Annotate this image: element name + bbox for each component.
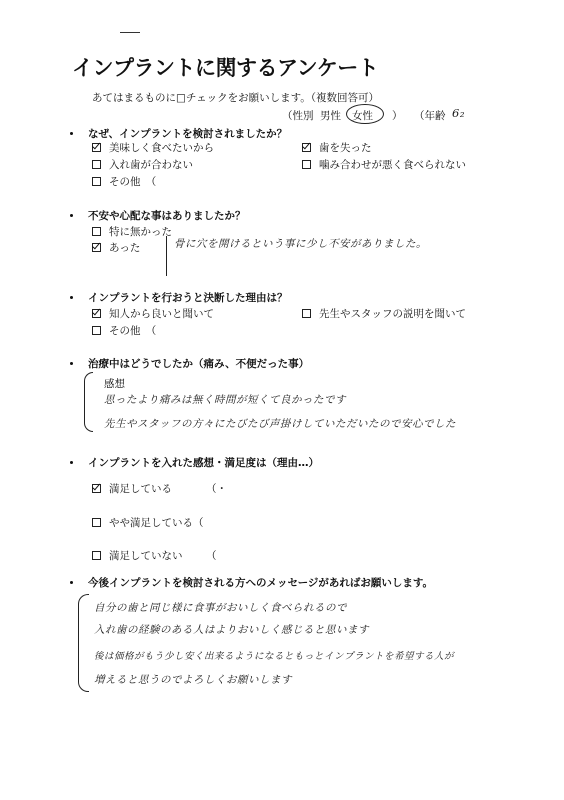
checkbox[interactable] (92, 160, 101, 169)
q5-question: インプラントを入れた感想・満足度は（理由…） (88, 457, 319, 469)
checkbox[interactable] (92, 177, 101, 186)
q6-handwritten-line[interactable]: 自分の歯と同じ様に食事がおいしく食べられるので (94, 602, 347, 614)
option-label: その他 （ (109, 176, 157, 188)
q2-option-none[interactable] (92, 224, 172, 239)
q6-handwritten-line[interactable]: 増えると思うのでよろしくお願いします (94, 674, 292, 686)
q1-option-denture[interactable] (92, 157, 193, 172)
q2-option-yes[interactable] (92, 240, 140, 255)
option-label: 歯を失った (319, 142, 372, 154)
q4-handwritten-line[interactable]: 先生やスタッフの方々にたびたび声掛けしていただいたので安心でした (104, 418, 456, 430)
gender-close: ） (392, 110, 403, 122)
option-label: 特に無かった (109, 226, 172, 238)
bullet-dot (70, 581, 73, 584)
checkbox[interactable] (92, 227, 101, 236)
option-label: 噛み合わせが悪く食べられない (319, 159, 466, 171)
option-label: 先生やスタッフの説明を聞いて (319, 308, 466, 320)
q3-option-explanation[interactable] (302, 306, 466, 321)
q2-handwritten-answer[interactable]: 骨に穴を開けるという事に少し不安がありました。 (174, 238, 427, 250)
scan-mark (120, 32, 140, 33)
q1-question: なぜ、インプラントを検討されましたか？ (88, 128, 288, 140)
option-label: 満足している (109, 483, 172, 495)
q1-option-tasty[interactable] (92, 140, 214, 155)
q3-option-acquaintance[interactable] (92, 306, 214, 321)
checkbox-checked[interactable] (92, 143, 101, 152)
gender-label: （性別 (282, 110, 314, 122)
bullet-dot (70, 132, 73, 135)
checkbox-checked[interactable] (92, 243, 101, 252)
bullet-dot (70, 296, 73, 299)
answer-bracket (78, 594, 89, 692)
q4-impressions-label: 感想 (104, 378, 125, 390)
checkbox[interactable] (92, 326, 101, 335)
checkbox-checked[interactable] (92, 484, 101, 493)
answer-bracket (84, 372, 93, 432)
q1-option-lost-teeth[interactable] (302, 140, 372, 155)
option-label: やや満足している（ (109, 517, 204, 529)
q3-question: インプラントを行おうと決断した理由は？ (88, 292, 288, 304)
q5-option-unsatisfied[interactable] (92, 548, 183, 563)
bracket-line (166, 236, 167, 276)
page-title: インプラントに関するアンケート (72, 56, 379, 80)
q6-handwritten-line[interactable]: 入れ歯の経験のある人はよりおいしく感じると思います (94, 624, 369, 636)
option-label: その他 （ (109, 325, 157, 337)
age-label: （年齢 (414, 110, 446, 122)
checkbox-checked[interactable] (92, 309, 101, 318)
q6-handwritten-line[interactable]: 後は価格がもう少し安く出来るようになるともっとインプラントを希望する人が (94, 651, 455, 662)
q1-option-other[interactable] (92, 174, 156, 189)
q5-paren: （・ (206, 483, 227, 495)
age-value[interactable]: 6₂ (452, 106, 465, 120)
option-label: 知人から良いと聞いて (109, 308, 214, 320)
q5-paren: （ (206, 550, 217, 562)
bullet-dot (70, 214, 73, 217)
option-label: 美味しく食べたいから (109, 142, 214, 154)
checkbox[interactable] (302, 160, 311, 169)
option-label: 満足していない (109, 550, 183, 562)
q4-question: 治療中はどうでしたか（痛み、不便だった事） (88, 358, 310, 370)
checkbox-checked[interactable] (302, 143, 311, 152)
bullet-dot (70, 461, 73, 464)
q5-option-satisfied[interactable] (92, 481, 172, 496)
female-circled-mark (346, 104, 384, 124)
checkbox[interactable] (92, 551, 101, 560)
gender-male[interactable]: 男性 (320, 110, 341, 122)
q6-question: 今後インプラントを検討される方へのメッセージがあればお願いします。 (88, 577, 434, 589)
q5-option-somewhat[interactable] (92, 515, 204, 530)
checkbox[interactable] (92, 518, 101, 527)
gender-female[interactable]: 女性 (352, 110, 373, 122)
checkbox[interactable] (302, 309, 311, 318)
option-label: 入れ歯が合わない (109, 159, 193, 171)
bullet-dot (70, 362, 73, 365)
q1-option-bite[interactable] (302, 157, 466, 172)
q2-question: 不安や心配な事はありましたか？ (88, 210, 246, 222)
q3-option-other[interactable] (92, 323, 156, 338)
option-label: あった (109, 242, 141, 254)
instructions: あてはまるものに□チェックをお願いします。（複数回答可） (92, 92, 380, 104)
q4-handwritten-line[interactable]: 思ったより痛みは無く時間が短くて良かったです (104, 394, 346, 406)
